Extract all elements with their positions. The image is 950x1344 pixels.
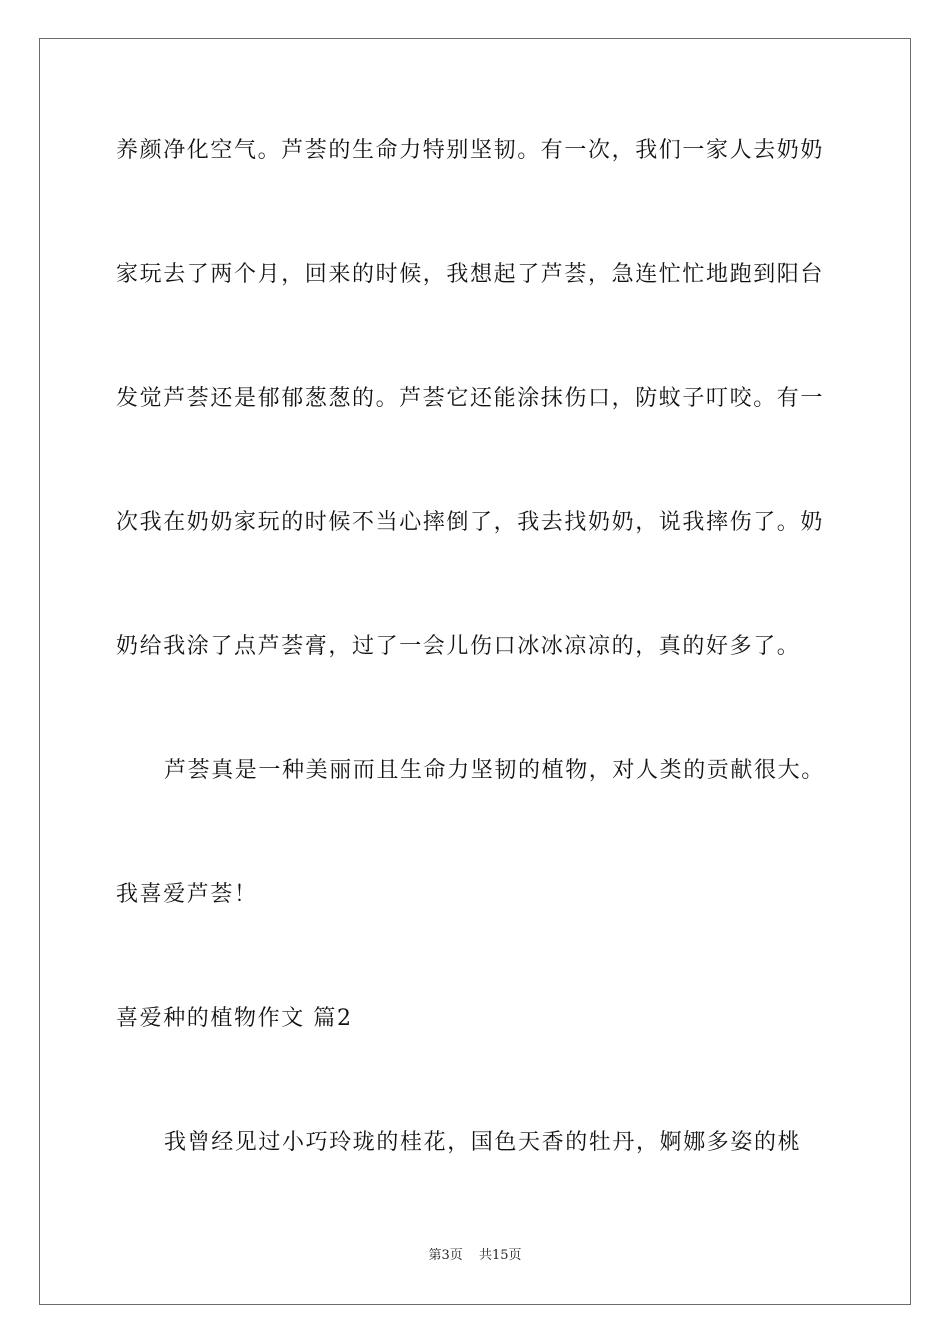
page-total: 共15页	[478, 1248, 522, 1263]
body-text-line: 奶给我涂了点芦荟膏，过了一会儿伤口冰冰凉凉的，真的好多了。	[116, 634, 801, 659]
paragraph-text-line: 我喜爱芦荟！	[116, 882, 258, 907]
body-text-line: 养颜净化空气。芦荟的生命力特别坚韧。有一次，我们一家人去奶奶	[116, 138, 825, 163]
section-heading: 喜爱种的植物作文 篇2	[116, 1006, 353, 1031]
page-footer	[0, 1247, 950, 1265]
body-text-line: 次我在奶奶家玩的时候不当心摔倒了，我去找奶奶，说我摔伤了。奶	[116, 510, 825, 535]
paragraph-text-line: 我曾经见过小巧玲珑的桂花，国色天香的牡丹，婀娜多姿的桃	[164, 1130, 802, 1155]
body-text-line: 家玩去了两个月，回来的时候，我想起了芦荟，急连忙忙地跑到阳台	[116, 262, 825, 287]
body-text-line: 发觉芦荟还是郁郁葱葱的。芦荟它还能涂抹伤口，防蚊子叮咬。有一	[116, 386, 825, 411]
paragraph-text-line: 芦荟真是一种美丽而且生命力坚韧的植物，对人类的贡献很大。	[164, 758, 825, 783]
page-border	[39, 38, 911, 1305]
page-number: 第3页	[428, 1248, 463, 1263]
